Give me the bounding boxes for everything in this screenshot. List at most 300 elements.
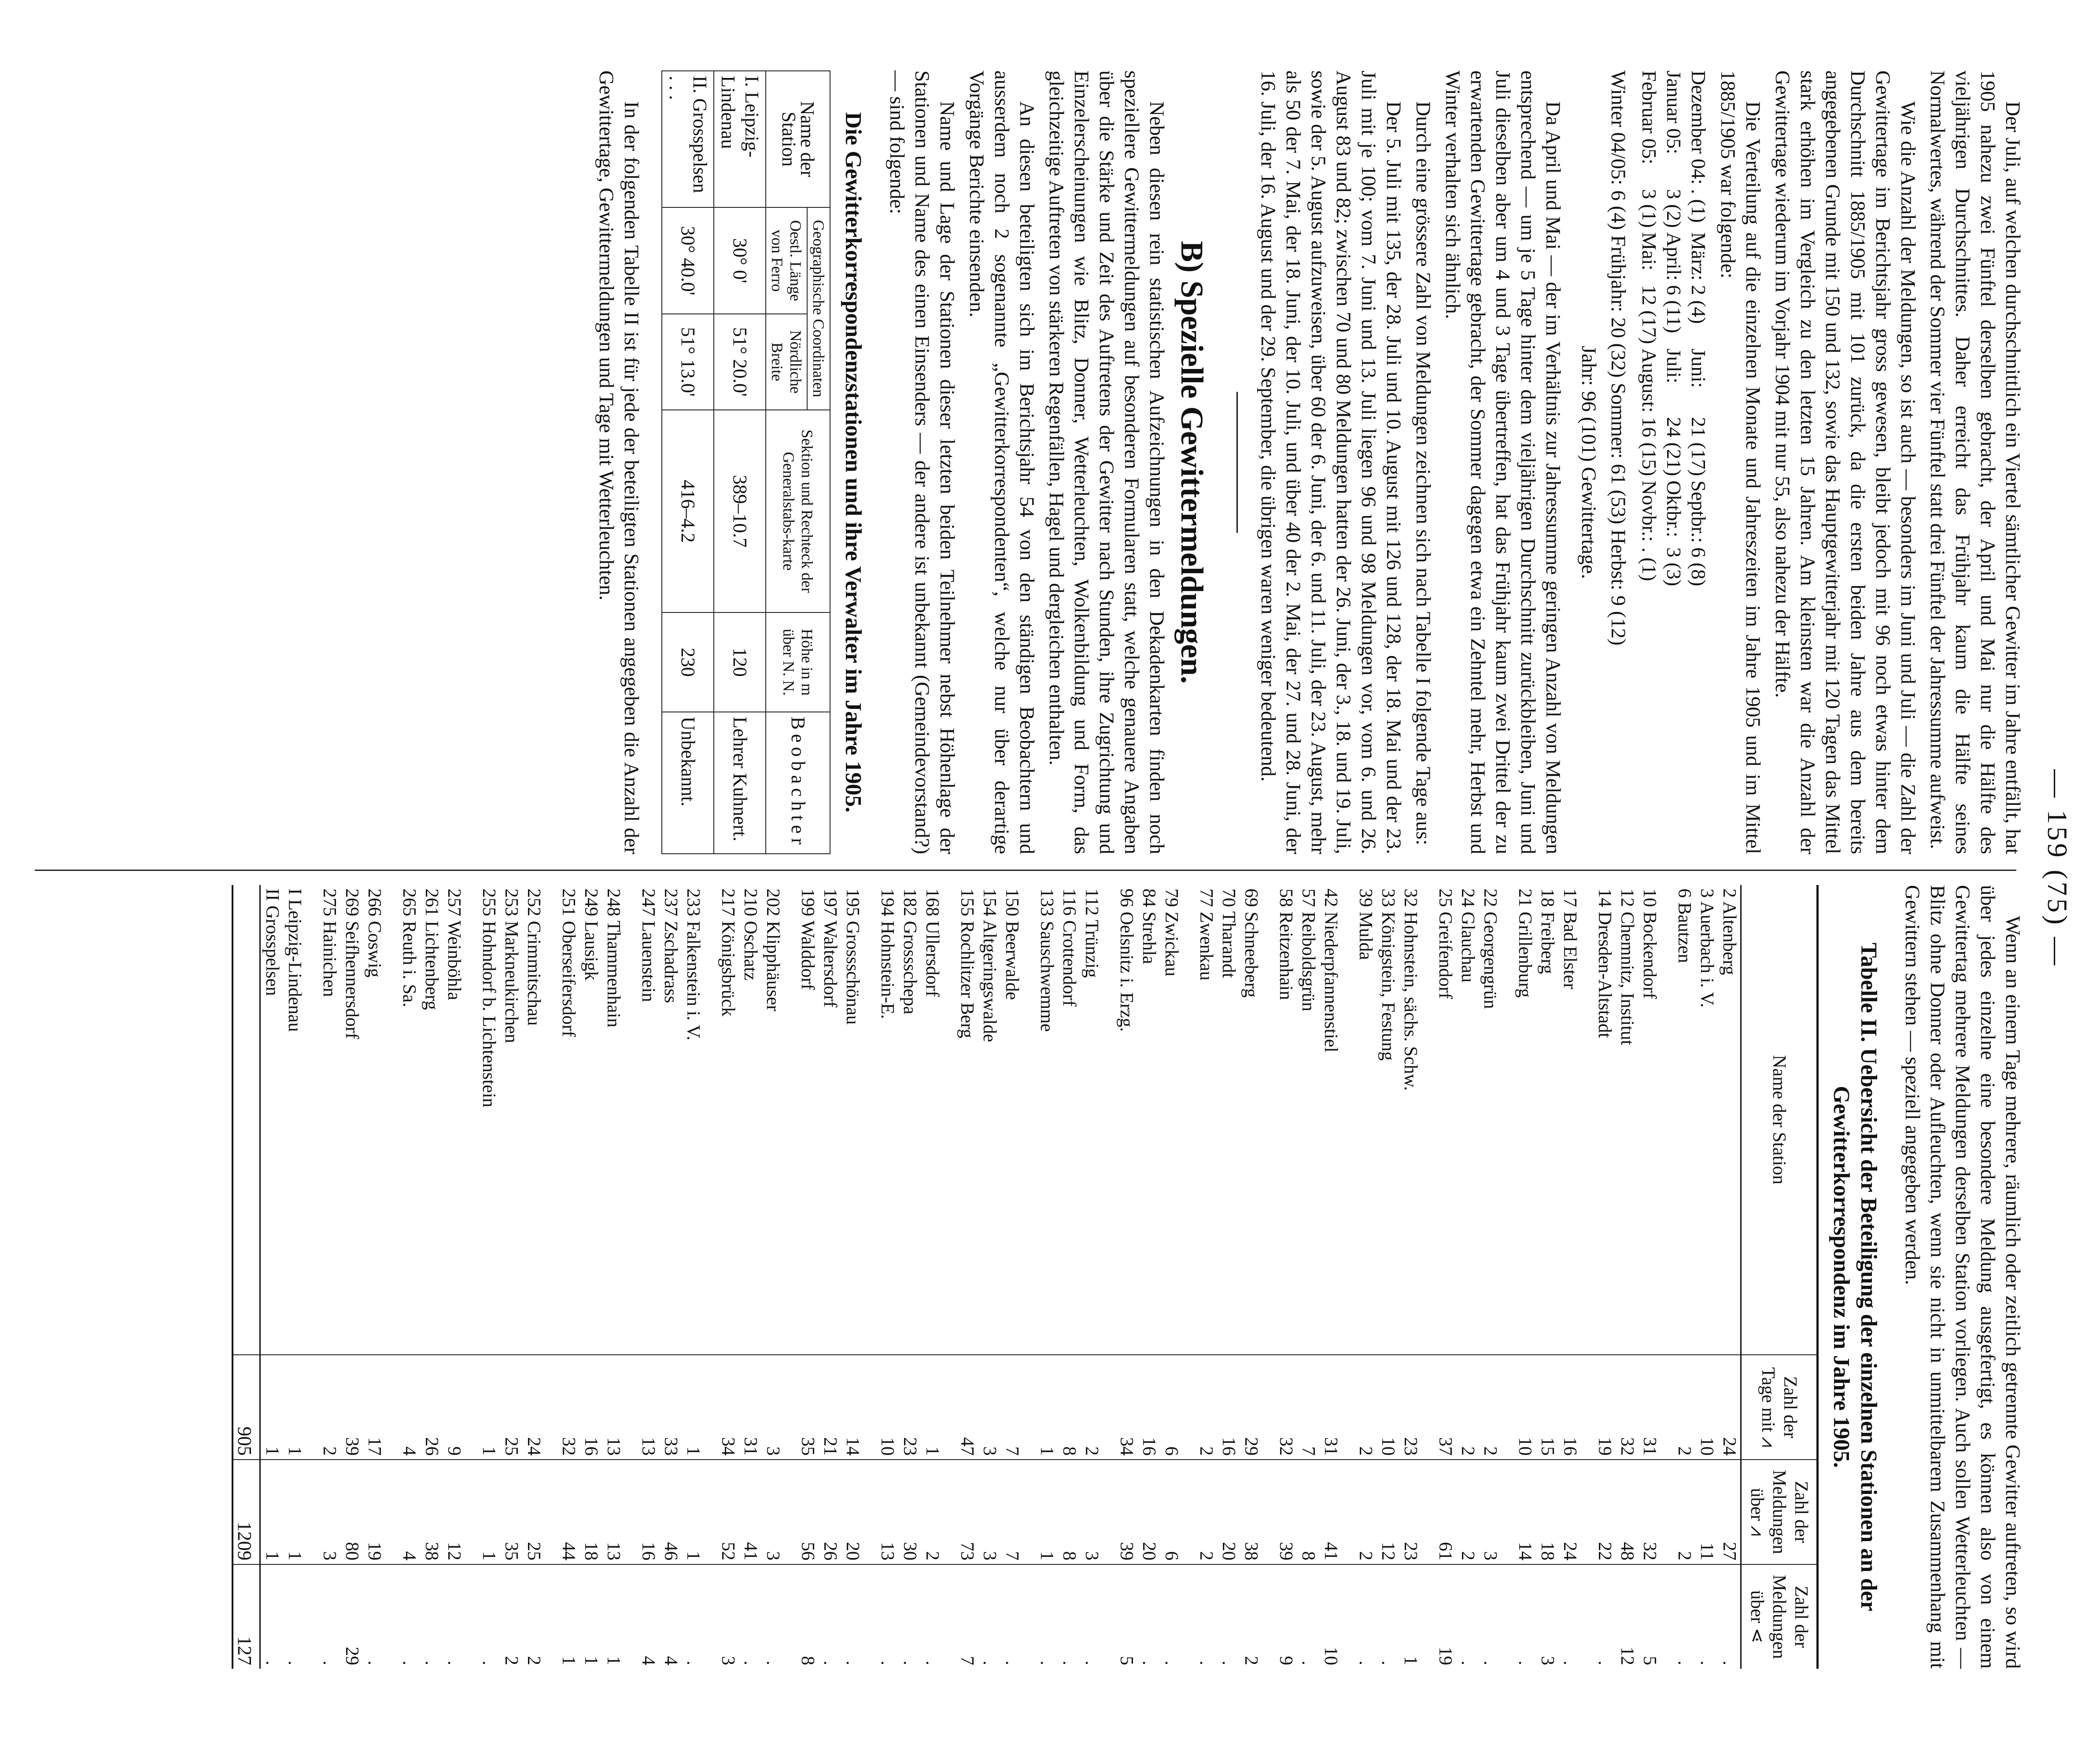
gap-cell xyxy=(1581,1460,1593,1564)
gap-cell xyxy=(1581,885,1593,1355)
table-row xyxy=(819,885,841,1669)
station-name: 182 Grossschepa xyxy=(900,889,920,1014)
table-row xyxy=(260,885,284,1669)
group-gap xyxy=(1501,885,1513,1669)
count-cell: . xyxy=(761,1564,784,1669)
gap-cell xyxy=(1342,1460,1354,1564)
count-cell: 52 xyxy=(716,1460,739,1564)
month-cell: Januar 05: xyxy=(1663,70,1685,155)
count-cell: 2 xyxy=(318,1355,340,1460)
table-row xyxy=(1434,885,1456,1669)
station-cell: 120 xyxy=(714,612,766,712)
col-meldungen-gewitter: Zahl der Meldungen über ⩘ xyxy=(1741,1460,1818,1564)
station-name: 14 Dresden-Altstadt xyxy=(1594,889,1615,1038)
gap-cell xyxy=(1661,885,1673,1355)
count-cell: 8 xyxy=(796,1564,819,1669)
count-cell: 29 xyxy=(1240,1355,1262,1460)
gap-cell xyxy=(1262,1460,1274,1564)
gap-cell xyxy=(545,885,557,1355)
gap-cell xyxy=(864,1355,876,1460)
month-distribution-table xyxy=(1637,70,1711,590)
gap-cell xyxy=(465,1460,477,1564)
gap-cell xyxy=(545,1355,557,1460)
group-gap xyxy=(864,885,876,1669)
paragraph-tage-liste: Der 5. Juli mit 135, der 28. Juli und 10. August mit 126 und 128, der 18. Mai und der 23. Juli mit je 100; vom 7. Juni und 13. Juli liegen 96 und 98 Meldungen vor, vom 6. und 26. August 83 und 82; zwischen 70 und 80 Meldungen hatten der 26. Juni, der 3., 18. und 19. Juli, sowie der 5. August aufzuweisen, über 60 der 6. Juni, der 6. und 11. Juli, der 23. August, mehr als 50 der 7. Mai, der 18. Juni, der 10. Juli, und über 40 der 2. Mai, der 27. und 28. Juni, der 16. Juli, der 16. August und der 29. September, die übrigen waren weniger bedeutend. xyxy=(1257,70,1405,854)
table-ii xyxy=(232,885,1819,1669)
count-cell: 17 xyxy=(363,1355,385,1460)
count-cell: 8 xyxy=(1058,1460,1080,1564)
station-name: 112 Trünzig xyxy=(1081,889,1102,978)
group-gap xyxy=(1581,885,1593,1669)
count-cell: 80 xyxy=(340,1460,363,1564)
station-name: 266 Coswig xyxy=(364,889,384,977)
left-column xyxy=(589,70,2025,854)
count-cell: 38 xyxy=(1240,1460,1262,1564)
station-name: 269 Seifhennersdorf xyxy=(342,889,362,1039)
gap-cell xyxy=(704,1564,716,1669)
section-separator xyxy=(1236,392,1238,533)
station-name: 247 Lauenstein xyxy=(638,889,658,1002)
table-row xyxy=(1377,885,1399,1669)
month-cell: Juli: xyxy=(1663,348,1685,384)
station-name: 69 Schneeberg xyxy=(1241,889,1261,998)
count-cell: 33 xyxy=(659,1355,682,1460)
station-name: 248 Thammenhain xyxy=(603,889,624,1028)
station-cell: 30° 40.0' xyxy=(662,207,714,314)
count-cell: 1 xyxy=(260,1355,284,1460)
count-cell: 10 xyxy=(876,1355,898,1460)
gap-cell xyxy=(784,1564,796,1669)
table-row xyxy=(477,885,500,1669)
count-cell: 19 xyxy=(1593,1355,1616,1460)
count-cell: 16 xyxy=(1558,1355,1581,1460)
count-cell: 1 xyxy=(682,1460,704,1564)
gap-cell xyxy=(1103,885,1115,1355)
count-cell: 32 xyxy=(1638,1460,1661,1564)
count-cell: 20 xyxy=(1217,1460,1240,1564)
count-cell: 39 xyxy=(340,1355,363,1460)
station-name: I Leipzig-Lindenau xyxy=(284,889,305,1032)
gap-cell xyxy=(1182,885,1195,1355)
table-row xyxy=(522,885,545,1669)
count-cell: 2 xyxy=(500,1564,522,1669)
gap-cell xyxy=(1023,1460,1035,1564)
station-name: 251 Oberseifersdorf xyxy=(558,889,579,1037)
month-cell: 16 (15) xyxy=(1638,417,1661,476)
gap-cell xyxy=(1661,1460,1673,1564)
count-cell: 16 xyxy=(1137,1355,1160,1460)
count-cell: 16 xyxy=(637,1460,659,1564)
gap-cell xyxy=(1262,1355,1274,1460)
station-name: 168 Ullersdorf xyxy=(922,889,942,997)
gap-cell xyxy=(465,885,477,1355)
station-name: 22 Georgengrün xyxy=(1480,889,1500,1009)
station-name: 210 Oschatz xyxy=(740,889,760,981)
table-row xyxy=(1673,885,1695,1669)
table-row xyxy=(898,885,921,1669)
total-value: 1209 xyxy=(233,1460,260,1564)
station-name: 39 Mulda xyxy=(1355,889,1376,960)
count-cell: 10 xyxy=(1377,1355,1399,1460)
gap-cell xyxy=(1023,1355,1035,1460)
table-row xyxy=(1080,885,1103,1669)
station-name: II Grosspelsen xyxy=(262,889,282,996)
station-cell: 51° 13.0' xyxy=(662,314,714,410)
col-breite: Nördliche Breite xyxy=(766,314,807,410)
gap-cell xyxy=(306,1564,318,1669)
table-row xyxy=(1638,885,1661,1669)
col-tage: Zahl der Tage mit ⩘ xyxy=(1741,1355,1818,1460)
count-cell: 2 xyxy=(1456,1460,1479,1564)
table-row xyxy=(761,885,784,1669)
gap-cell xyxy=(1342,1355,1354,1460)
gap-cell xyxy=(1421,1355,1434,1460)
totals-label xyxy=(233,885,260,1355)
count-cell: 26 xyxy=(819,1460,841,1564)
station-name: 199 Walddorf xyxy=(797,889,818,990)
count-cell: 10 xyxy=(1695,1355,1718,1460)
table-row xyxy=(876,885,898,1669)
count-cell: 2 xyxy=(1456,1355,1479,1460)
table-row xyxy=(1616,885,1638,1669)
count-cell: 48 xyxy=(1616,1460,1638,1564)
count-cell: 20 xyxy=(841,1460,864,1564)
table-row xyxy=(363,885,385,1669)
gap-cell xyxy=(1501,885,1513,1355)
gap-cell xyxy=(943,1460,956,1564)
month-cell: Novbr.: xyxy=(1638,480,1661,542)
month-cell: 21 (17) xyxy=(1687,417,1710,476)
station-name: 10 Bockendorf xyxy=(1639,889,1660,999)
table-ii-title: Tabelle II. Uebersicht der Beteiligung der einzelnen Stationen an der Gewitterkorrespondenz im Jahre 1905. xyxy=(1829,942,1881,1612)
table-row xyxy=(602,885,624,1669)
table-row xyxy=(557,885,579,1669)
table-row xyxy=(716,885,739,1669)
station-cell: Unbekannt. xyxy=(662,712,714,854)
gap-cell xyxy=(864,885,876,1355)
count-cell: 25 xyxy=(500,1355,522,1460)
gap-cell xyxy=(784,1460,796,1564)
table-row xyxy=(1718,885,1741,1669)
count-cell: 14 xyxy=(1513,1460,1536,1564)
gap-cell xyxy=(864,1564,876,1669)
count-cell: . xyxy=(1593,1564,1616,1669)
count-cell: 31 xyxy=(1638,1355,1661,1460)
count-cell: . xyxy=(477,1564,500,1669)
month-row xyxy=(1637,70,1661,590)
count-cell: . xyxy=(876,1564,898,1669)
gap-cell xyxy=(1501,1355,1513,1460)
table-row xyxy=(443,885,465,1669)
count-cell: 1 xyxy=(477,1460,500,1564)
count-cell: 2 xyxy=(522,1564,545,1669)
count-cell: . xyxy=(898,1564,921,1669)
count-cell: . xyxy=(1217,1564,1240,1669)
station-name: 194 Hohnstein-E. xyxy=(877,889,897,1019)
table-row xyxy=(739,885,761,1669)
count-cell: . xyxy=(841,1564,864,1669)
count-cell: 13 xyxy=(637,1355,659,1460)
station-name: 12 Chemnitz, Institut xyxy=(1617,889,1637,1045)
gap-cell xyxy=(1023,885,1035,1355)
count-cell: . xyxy=(1080,1564,1103,1669)
group-gap xyxy=(306,885,318,1669)
count-cell: 2 xyxy=(921,1460,943,1564)
count-cell: 24 xyxy=(1558,1460,1581,1564)
group-gap xyxy=(1421,885,1434,1669)
group-gap xyxy=(784,885,796,1669)
table-row xyxy=(1240,885,1262,1669)
count-cell: 32 xyxy=(1274,1355,1297,1460)
count-cell: 3 xyxy=(978,1460,1000,1564)
count-cell: 1 xyxy=(557,1564,579,1669)
station-name: 77 Zwenkau xyxy=(1196,889,1216,981)
station-name: 257 Weinböhla xyxy=(444,889,464,1000)
station-name: 150 Beerwalde xyxy=(1002,889,1022,1000)
count-cell: 44 xyxy=(557,1460,579,1564)
gap-cell xyxy=(784,1355,796,1460)
paragraph-april-mai: Da April und Mai — der im Verhältnis zur Jahressumme geringen Anzahl von Meldungen entsprechend — um je 5 Tage hinter dem vieljährigen Durchschnitt zurückbleiben, Juni und Juli dieselben aber um 4 und 3 Tage übertreffen, hat das Frühjahr kaum zwei Drittel der zu erwartenden Gewittertage gebracht, der Sommer dagegen etwa ein Zehntel mehr, Herbst und Winter verhalten sich ähnlich. xyxy=(1441,70,1565,854)
count-cell: 3 xyxy=(978,1355,1000,1460)
count-cell: 23 xyxy=(1399,1355,1421,1460)
count-cell: 5 xyxy=(1115,1564,1137,1669)
table-row xyxy=(1274,885,1297,1669)
gap-cell xyxy=(943,1564,956,1669)
count-cell: 4 xyxy=(398,1460,420,1564)
count-cell: 22 xyxy=(1593,1460,1616,1564)
count-cell: 19 xyxy=(363,1460,385,1564)
count-cell: . xyxy=(443,1564,465,1669)
count-cell: . xyxy=(1456,1564,1479,1669)
station-name: 133 Sauschwemme xyxy=(1037,889,1057,1032)
station-name: 57 Reiboldsgrün xyxy=(1298,889,1318,1011)
gap-cell xyxy=(1182,1460,1195,1564)
count-cell: 7 xyxy=(1000,1460,1023,1564)
table-row xyxy=(956,885,978,1669)
count-cell: 1 xyxy=(682,1355,704,1460)
count-cell: . xyxy=(260,1564,284,1669)
station-name: 25 Greifendorf xyxy=(1435,889,1455,999)
group-gap xyxy=(704,885,716,1669)
gap-cell xyxy=(1182,1564,1195,1669)
month-cell: 24 (21) xyxy=(1663,417,1685,476)
count-cell: 9 xyxy=(1274,1564,1297,1669)
paragraph-gewittertage: Wie die Anzahl der Meldungen, so ist auch — besonders im Juni und Juli — die Zahl der Gewittertage im Berichtsjahr gross gewesen, bleibt jedoch mit 96 noch etwas hinter dem Durchschnitt 1885/1905 mit 101 zurück, da die ersten beiden Jahre aus dem bereits angegebenen Grunde mit 150 und 132, sowie das Hauptgewitterjahr mit 120 Tagen das Mittel stark erhöhen im Vergleich zu den letzten 15 Jahren. Am kleinsten war die Anzahl der Gewittertage wiederum im Vorjahr 1904 mit nur 55, also nahezu der Hälfte. xyxy=(1771,70,1919,854)
group-gap xyxy=(1342,885,1354,1669)
table-row xyxy=(682,885,704,1669)
count-cell: 23 xyxy=(1399,1460,1421,1564)
station-name: 3 Auerbach i. V. xyxy=(1697,889,1717,1008)
col-hoehe: Höhe in m über N. N. xyxy=(766,612,830,712)
count-cell: 8 xyxy=(1297,1460,1319,1564)
gap-cell xyxy=(864,1460,876,1564)
gap-cell xyxy=(1342,1564,1354,1669)
paragraph-spezielle: Neben diesen rein statistischen Aufzeichnungen in den Dekadenkarten finden noch speziellere Gewittermeldungen auf besonderen Formularen statt, welche genauere Angaben über die Stärke und Zeit des Auftretens der Gewitter nach Stunden, ihre Zugrichtung und Einzelerscheinungen wie Blitz, Donner, Wetterleuchten, Wolkenbildung und Form, das gleichzeitige Auftreten von stärkeren Regenfällen, Hagel und dergleichen enthalten. xyxy=(1045,70,1168,854)
table-row xyxy=(637,885,659,1669)
season-line: Winter 04/05: 6 (4) Frühjahr: 20 (32) Sommer: 61 (53) Herbst: 9 (12) xyxy=(1607,70,1630,646)
table-row xyxy=(921,885,943,1669)
station-row xyxy=(662,71,714,854)
gap-cell xyxy=(784,885,796,1355)
month-row xyxy=(1686,70,1711,590)
paragraph-tabelle-ii: In der folgenden Tabelle II ist für jede der beteiligten Stationen angegeben die Anzahl der Gewittertage, Gewittermeldungen und Tage mit Wetterleuchten. xyxy=(595,70,643,854)
count-cell: 3 xyxy=(318,1460,340,1564)
count-cell: . xyxy=(1195,1564,1217,1669)
month-cell: 3 (2) xyxy=(1663,189,1685,228)
station-cell: I. Leipzig-Lindenau xyxy=(714,71,766,207)
table-row xyxy=(1536,885,1558,1669)
count-cell: 11 xyxy=(1695,1460,1718,1564)
count-cell: 13 xyxy=(602,1460,624,1564)
table-row xyxy=(579,885,602,1669)
count-cell: 12 xyxy=(1377,1460,1399,1564)
table-row xyxy=(1058,885,1080,1669)
gap-cell xyxy=(624,1355,637,1460)
count-cell: . xyxy=(1354,1564,1377,1669)
count-cell: 73 xyxy=(956,1460,978,1564)
table-row xyxy=(659,885,682,1669)
count-cell: 23 xyxy=(898,1355,921,1460)
gap-cell xyxy=(1103,1355,1115,1460)
gap-cell xyxy=(1661,1564,1673,1669)
month-cell: . (1) xyxy=(1638,547,1661,581)
count-cell: . xyxy=(1695,1564,1718,1669)
count-cell: . xyxy=(1000,1564,1023,1669)
table-row xyxy=(1399,885,1421,1669)
count-cell: 2 xyxy=(1479,1355,1501,1460)
table-row xyxy=(1354,885,1377,1669)
count-cell: . xyxy=(1513,1564,1536,1669)
count-cell: 1 xyxy=(1035,1460,1058,1564)
station-name: 255 Hohndorf b. Lichtenstein xyxy=(479,889,499,1107)
count-cell: 34 xyxy=(716,1355,739,1460)
count-cell: 19 xyxy=(1434,1564,1456,1669)
gap-cell xyxy=(1501,1460,1513,1564)
group-gap xyxy=(545,885,557,1669)
station-name: 24 Glauchau xyxy=(1458,889,1478,983)
station-name: 116 Crottendorf xyxy=(1059,889,1079,1007)
count-cell: . xyxy=(1137,1564,1160,1669)
station-name: 96 Oelsnitz i. Erzg. xyxy=(1116,889,1137,1032)
table-row xyxy=(318,885,340,1669)
count-cell: 6 xyxy=(1160,1355,1182,1460)
count-cell: . xyxy=(1558,1564,1581,1669)
station-cell: 230 xyxy=(662,612,714,712)
count-cell: 37 xyxy=(1434,1355,1456,1460)
count-cell: 26 xyxy=(420,1355,443,1460)
count-cell: . xyxy=(1377,1564,1399,1669)
gap-cell xyxy=(1581,1564,1593,1669)
gap-cell xyxy=(624,885,637,1355)
station-name: 265 Reuth i. Sa. xyxy=(399,889,419,1007)
gap-cell xyxy=(1023,1564,1035,1669)
station-row xyxy=(714,71,766,854)
count-cell: . xyxy=(819,1564,841,1669)
count-cell: 2 xyxy=(1673,1355,1695,1460)
count-cell: 35 xyxy=(500,1460,522,1564)
station-name: 217 Königsbrück xyxy=(718,889,738,1017)
paragraph-july: Der Juli, auf welchen durchschnittlich ein Viertel sämtlicher Gewitter im Jahre entfällt, hat 1905 nahezu zwei Fünftel derselben gebracht, der April und Mai nur die Hälfte des vieljährigen Durchschnittes. Daher erreicht das Frühjahr kaum die Hälfte seines Normalwertes, während der Sommer vier Fünftel statt drei Fünftel der Jahressumme aufweist. xyxy=(1926,70,2024,854)
station-name: 42 Niederpfannenstiel xyxy=(1321,889,1341,1053)
group-gap xyxy=(1023,885,1035,1669)
table-row xyxy=(1456,885,1479,1669)
gap-cell xyxy=(306,1355,318,1460)
count-cell: 1 xyxy=(283,1460,306,1564)
gap-cell xyxy=(1421,885,1434,1355)
page-header: — 159 (75) — xyxy=(2042,769,2073,968)
count-cell: 2 xyxy=(1195,1355,1217,1460)
count-cell: 4 xyxy=(659,1564,682,1669)
month-cell: Mai: xyxy=(1638,232,1661,271)
count-cell: 18 xyxy=(579,1460,602,1564)
gap-cell xyxy=(624,1460,637,1564)
station-name: 252 Crimmitschau xyxy=(524,889,544,1026)
count-cell: 1 xyxy=(579,1564,602,1669)
correspondent-station-table xyxy=(661,70,830,854)
count-cell: 3 xyxy=(1080,1460,1103,1564)
table-row xyxy=(1479,885,1501,1669)
table-row xyxy=(1513,885,1536,1669)
total-value: 127 xyxy=(233,1564,260,1669)
table-row xyxy=(398,885,420,1669)
station-name: 261 Lichtenberg xyxy=(421,889,442,1010)
count-cell: 7 xyxy=(1297,1355,1319,1460)
count-cell: 15 xyxy=(1536,1355,1558,1460)
gap-cell xyxy=(385,885,398,1355)
count-cell: 3 xyxy=(761,1355,784,1460)
month-cell: 6 (8) xyxy=(1687,547,1710,586)
month-cell: Oktbr.: xyxy=(1663,480,1685,538)
col-meldungen-wetterleuchten: Zahl der Meldungen über ⋖ xyxy=(1741,1564,1818,1669)
group-gap xyxy=(1661,885,1673,1669)
count-cell: . xyxy=(1479,1564,1501,1669)
count-cell: . xyxy=(978,1564,1000,1669)
column-divider xyxy=(35,870,2016,871)
count-cell: 1 xyxy=(921,1355,943,1460)
paragraph-verteilung: Die Verteilung auf die einzelnen Monate und Jahreszeiten im Jahre 1905 und im Mittel 1885/1905 war folgende: xyxy=(1716,70,1764,854)
count-cell: 41 xyxy=(739,1460,761,1564)
count-cell: . xyxy=(682,1564,704,1669)
station-name: 195 Grossschönau xyxy=(842,889,863,1025)
right-column xyxy=(232,885,2025,1669)
station-name: 6 Bautzen xyxy=(1674,889,1694,963)
station-name: 233 Falkenstein i. V. xyxy=(683,889,703,1040)
month-cell: Juni: xyxy=(1687,348,1710,388)
gap-cell xyxy=(545,1564,557,1669)
month-cell: Februar 05: xyxy=(1638,70,1661,165)
month-cell: 3 (3) xyxy=(1663,547,1685,586)
section-heading: B) Spezielle Gewittermeldungen. xyxy=(1174,241,1210,684)
count-cell: 10 xyxy=(1513,1355,1536,1460)
count-cell: 39 xyxy=(1274,1460,1297,1564)
station-name: 33 Königstein, Festung xyxy=(1378,889,1398,1061)
count-cell: 1 xyxy=(283,1355,306,1460)
gap-cell xyxy=(1103,1460,1115,1564)
count-cell: 21 xyxy=(819,1355,841,1460)
station-name: 202 Klipphäuser xyxy=(763,889,783,1011)
count-cell: 2 xyxy=(1354,1460,1377,1564)
paragraph-beteiligung: An diesen beteiligten sich im Berichtsjahr 54 von den ständigen Beobachtern und ausserdem noch 2 sogenannte „Gewitterkorrespondenten“, welche nur über derartige Vorgänge Berichte einsenden. xyxy=(965,70,1038,854)
gap-cell xyxy=(704,885,716,1355)
count-cell: 2 xyxy=(1673,1460,1695,1564)
gap-cell xyxy=(1421,1460,1434,1564)
station-table-title: Die Gewitterkorrespondenzstationen und ihre Verwalter im Jahre 1905. xyxy=(841,112,866,813)
gap-cell xyxy=(385,1564,398,1669)
gap-cell xyxy=(943,885,956,1355)
count-cell: 30 xyxy=(898,1460,921,1564)
count-cell: . xyxy=(318,1564,340,1669)
year-line: Jahr: 96 (101) Gewittertage. xyxy=(1577,346,1600,579)
